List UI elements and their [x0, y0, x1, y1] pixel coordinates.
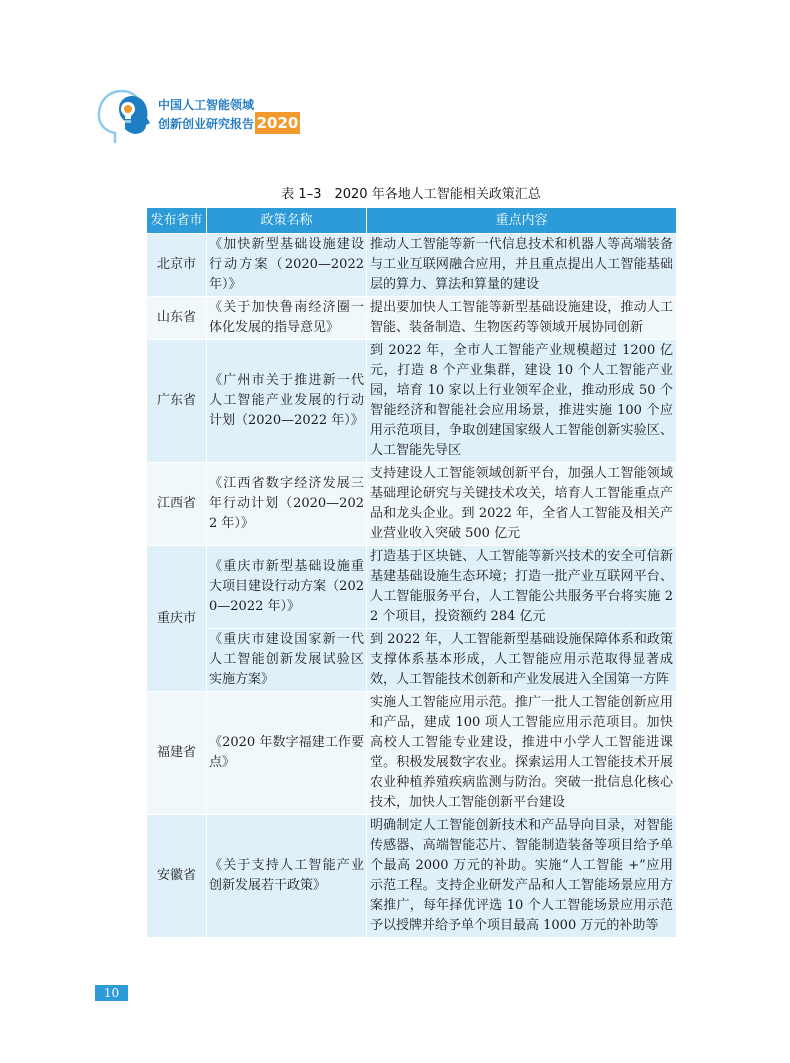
content-cell: 到 2022 年，人工智能新型基础设施保障体系和政策支撑体系基本形成，人工智能应用示范取得显著成效，人工智能技术创新和产业发展进入全国第一方阵	[367, 629, 677, 692]
content-cell: 明确制定人工智能创新技术和产品导向目录，对智能传感器、高端智能芯片、智能制造装备等项目给予单个最高 2000 万元的补助。实施“人工智能 +”应用示范工程。支持企业研发产品和人工智能场景应用方案推广，每年择优评选 10 个人工智能场景应用示范予以授牌并给予单个项目最高 1000 万元的补助等	[367, 815, 677, 938]
province-cell: 北京市	[147, 234, 207, 297]
content-cell: 支持建设人工智能领域创新平台，加强人工智能领域基础理论研究与关键技术攻关，培育人工智能重点产品和龙头企业。到 2022 年，全省人工智能及相关产业营业收入突破 500 亿元	[367, 463, 677, 546]
policy-cell: 《广州市关于推进新一代人工智能产业发展的行动计划（2020—2022 年）》	[207, 340, 367, 463]
table-row	[147, 297, 677, 340]
content-cell: 提出要加快人工智能等新型基础设施建设，推动人工智能、装备制造、生物医药等领域开展协同创新	[367, 297, 677, 340]
policy-cell: 《加快新型基础设施建设行动方案（2020—2022 年）》	[207, 234, 367, 297]
table-row	[147, 234, 677, 297]
province-cell: 福建省	[147, 692, 207, 815]
content-cell: 推动人工智能等新一代信息技术和机器人等高端装备与工业互联网融合应用，并且重点提出人工智能基础层的算力、算法和算量的建设	[367, 234, 677, 297]
province-cell: 安徽省	[147, 815, 207, 938]
policy-cell: 《重庆市建设国家新一代人工智能创新发展试验区实施方案》	[207, 629, 367, 692]
header-content: 重点内容	[367, 208, 677, 234]
header-policy: 政策名称	[207, 208, 367, 234]
province-cell: 广东省	[147, 340, 207, 463]
policy-cell: 《2020 年数字福建工作要点》	[207, 692, 367, 815]
logo-title-line1: 中国人工智能领域	[158, 98, 255, 112]
table-row	[147, 629, 677, 692]
policy-cell: 《关于加快鲁南经济圈一体化发展的指导意见》	[207, 297, 367, 340]
content-cell: 打造基于区块链、人工智能等新兴技术的安全可信新基建基础设施生态环境；打造一批产业互联网平台、人工智能服务平台，人工智能公共服务平台将实施 22 个项目，投资额约 284 亿元	[367, 546, 677, 629]
content-cell: 到 2022 年，全市人工智能产业规模超过 1200 亿元，打造 8 个产业集群，建设 10 个人工智能产业园，培育 10 家以上行业领军企业，推动形成 50 个智能经济和智能社会应用场景，推进实施 100 个应用示范项目，争取创建国家级人工智能创新实验区、人工智能先导区	[367, 340, 677, 463]
province-cell: 江西省	[147, 463, 207, 546]
province-cell: 重庆市	[147, 546, 207, 692]
header-province: 发布省市	[147, 208, 207, 234]
policy-summary-table	[146, 207, 677, 938]
table-row	[147, 340, 677, 463]
table-row	[147, 692, 677, 815]
policy-cell: 《关于支持人工智能产业创新发展若干政策》	[207, 815, 367, 938]
logo-year-badge: 2020	[256, 114, 299, 132]
logo-title-line2: 创新创业研究报告	[158, 117, 255, 131]
table-row	[147, 463, 677, 546]
head-profile-logo-icon	[95, 88, 157, 144]
page-number: 10	[95, 985, 128, 1001]
table-row	[147, 546, 677, 629]
report-logo	[95, 88, 305, 144]
content-cell: 实施人工智能应用示范。推广一批人工智能创新应用和产品，建成 100 项人工智能应用示范项目。加快高校人工智能专业建设，推进中小学人工智能进课堂。积极发展数字农业。探索运用人工智能技术开展农业种植养殖疾病监测与防治。突破一批信息化核心技术，加快人工智能创新平台建设	[367, 692, 677, 815]
table-row	[147, 815, 677, 938]
province-cell: 山东省	[147, 297, 207, 340]
policy-cell: 《重庆市新型基础设施重大项目建设行动方案（2020—2022 年）》	[207, 546, 367, 629]
table-caption: 表 1–3 2020 年各地人工智能相关政策汇总	[281, 187, 541, 202]
policy-cell: 《江西省数字经济发展三年行动计划（2020—2022 年）》	[207, 463, 367, 546]
table-header-row	[147, 208, 677, 234]
